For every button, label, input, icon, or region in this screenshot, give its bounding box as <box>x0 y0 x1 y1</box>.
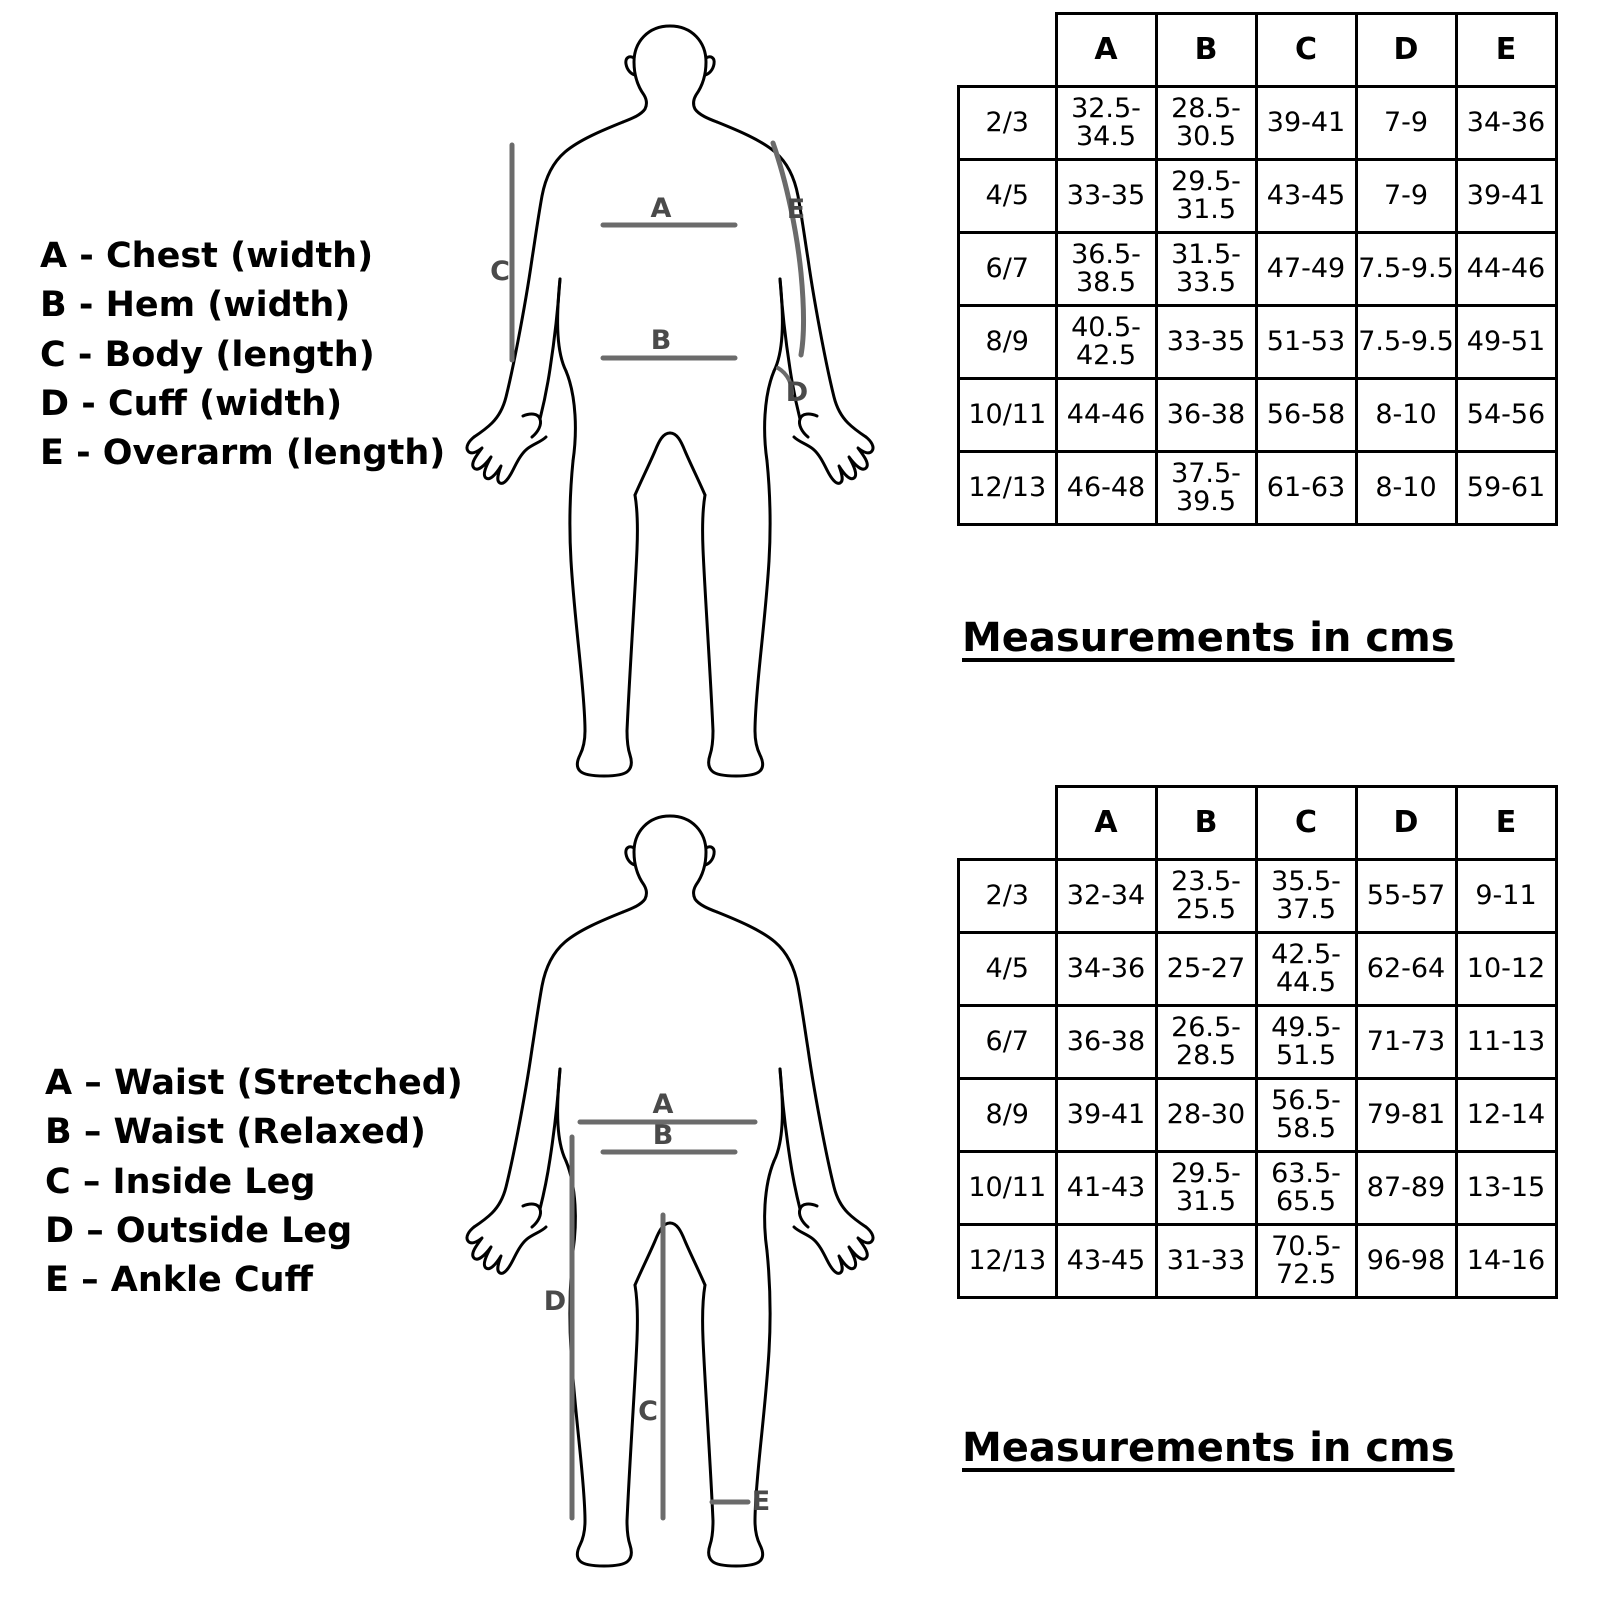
table-header-row <box>959 787 1557 860</box>
value-cell: 79-81 <box>1356 1079 1456 1152</box>
value-cell: 40.5-42.5 <box>1056 306 1156 379</box>
table-col-d: D <box>1356 787 1456 860</box>
table-row <box>959 1152 1557 1225</box>
value-cell: 55-57 <box>1356 860 1456 933</box>
size-cell: 2/3 <box>959 860 1057 933</box>
size-cell: 4/5 <box>959 933 1057 1006</box>
table-row <box>959 933 1557 1006</box>
legend-item-cuff: D - Cuff (width) <box>40 383 343 424</box>
table-row <box>959 1225 1557 1298</box>
table-col-e: E <box>1456 14 1556 87</box>
size-cell: 8/9 <box>959 1079 1057 1152</box>
table-col-e: E <box>1456 787 1556 860</box>
top-caption: Measurements in cms <box>962 615 1455 661</box>
figure-label-d: D <box>543 1286 567 1317</box>
value-cell: 34-36 <box>1056 933 1156 1006</box>
top-legend <box>40 233 445 479</box>
legend-item-hem: B - Hem (width) <box>40 285 351 326</box>
value-cell: 8-10 <box>1356 452 1456 525</box>
size-cell: 6/7 <box>959 1006 1057 1079</box>
legend-item-waist-relaxed: B – Waist (Relaxed) <box>45 1112 426 1153</box>
value-cell: 32-34 <box>1056 860 1156 933</box>
figure-label-a: A <box>652 1089 674 1120</box>
size-cell: 6/7 <box>959 233 1057 306</box>
figure-label-c: C <box>490 256 510 287</box>
figure-label-d: D <box>785 377 809 408</box>
value-cell: 39-41 <box>1456 160 1556 233</box>
value-cell: 13-15 <box>1456 1152 1556 1225</box>
measure-line-overarm <box>773 143 804 355</box>
size-cell: 2/3 <box>959 87 1057 160</box>
size-cell: 10/11 <box>959 379 1057 452</box>
value-cell: 7-9 <box>1356 87 1456 160</box>
top-body-figure <box>460 10 880 784</box>
value-cell: 11-13 <box>1456 1006 1556 1079</box>
value-cell: 12-14 <box>1456 1079 1556 1152</box>
value-cell: 28.5-30.5 <box>1156 87 1256 160</box>
value-cell: 49-51 <box>1456 306 1556 379</box>
value-cell: 32.5-34.5 <box>1056 87 1156 160</box>
value-cell: 7-9 <box>1356 160 1456 233</box>
value-cell: 8-10 <box>1356 379 1456 452</box>
value-cell: 44-46 <box>1056 379 1156 452</box>
value-cell: 43-45 <box>1056 1225 1156 1298</box>
table-col-b: B <box>1156 14 1256 87</box>
bottom-body-figure <box>460 800 880 1594</box>
value-cell: 96-98 <box>1356 1225 1456 1298</box>
figure-label-a: A <box>650 193 672 224</box>
value-cell: 28-30 <box>1156 1079 1256 1152</box>
legend-item-overarm: E - Overarm (length) <box>40 433 446 473</box>
value-cell: 10-12 <box>1456 933 1556 1006</box>
table-row <box>959 379 1557 452</box>
size-cell: 8/9 <box>959 306 1057 379</box>
value-cell: 49.5-51.5 <box>1256 1006 1356 1079</box>
bottom-caption: Measurements in cms <box>962 1425 1455 1471</box>
value-cell: 35.5-37.5 <box>1256 860 1356 933</box>
size-cell: 12/13 <box>959 1225 1057 1298</box>
table-row <box>959 306 1557 379</box>
value-cell: 25-27 <box>1156 933 1256 1006</box>
value-cell: 62-64 <box>1356 933 1456 1006</box>
table-corner-cell <box>959 787 1057 860</box>
legend-item-body: C - Body (length) <box>40 334 375 375</box>
value-cell: 44-46 <box>1456 233 1556 306</box>
value-cell: 36.5-38.5 <box>1056 233 1156 306</box>
value-cell: 31.5-33.5 <box>1156 233 1256 306</box>
table-col-b: B <box>1156 787 1256 860</box>
value-cell: 36-38 <box>1156 379 1256 452</box>
value-cell: 59-61 <box>1456 452 1556 525</box>
value-cell: 7.5-9.5 <box>1356 233 1456 306</box>
value-cell: 56.5-58.5 <box>1256 1079 1356 1152</box>
value-cell: 41-43 <box>1056 1152 1156 1225</box>
table-col-c: C <box>1256 14 1356 87</box>
value-cell: 33-35 <box>1056 160 1156 233</box>
table-row <box>959 160 1557 233</box>
value-cell: 42.5-44.5 <box>1256 933 1356 1006</box>
value-cell: 31-33 <box>1156 1225 1256 1298</box>
table-col-c: C <box>1256 787 1356 860</box>
value-cell: 7.5-9.5 <box>1356 306 1456 379</box>
legend-item-chest: A - Chest (width) <box>40 236 374 276</box>
figure-label-e: E <box>786 194 806 225</box>
value-cell: 29.5-31.5 <box>1156 160 1256 233</box>
legend-item-outside-leg: D – Outside Leg <box>45 1210 353 1251</box>
size-cell: 12/13 <box>959 452 1057 525</box>
value-cell: 54-56 <box>1456 379 1556 452</box>
table-row <box>959 1079 1557 1152</box>
table-row <box>959 87 1557 160</box>
value-cell: 43-45 <box>1256 160 1356 233</box>
table-col-a: A <box>1056 787 1156 860</box>
figure-label-c: C <box>638 1396 658 1427</box>
value-cell: 36-38 <box>1056 1006 1156 1079</box>
value-cell: 56-58 <box>1256 379 1356 452</box>
size-cell: 10/11 <box>959 1152 1057 1225</box>
figure-label-e: E <box>751 1486 771 1517</box>
value-cell: 70.5-72.5 <box>1256 1225 1356 1298</box>
value-cell: 63.5-65.5 <box>1256 1152 1356 1225</box>
table-row <box>959 452 1557 525</box>
table-row <box>959 233 1557 306</box>
value-cell: 26.5-28.5 <box>1156 1006 1256 1079</box>
value-cell: 23.5-25.5 <box>1156 860 1256 933</box>
bottom-legend <box>45 1060 463 1306</box>
value-cell: 61-63 <box>1256 452 1356 525</box>
table-corner-cell <box>959 14 1057 87</box>
value-cell: 39-41 <box>1056 1079 1156 1152</box>
value-cell: 87-89 <box>1356 1152 1456 1225</box>
top-size-table <box>957 12 1558 526</box>
value-cell: 14-16 <box>1456 1225 1556 1298</box>
value-cell: 71-73 <box>1356 1006 1456 1079</box>
value-cell: 34-36 <box>1456 87 1556 160</box>
value-cell: 39-41 <box>1256 87 1356 160</box>
table-col-d: D <box>1356 14 1456 87</box>
value-cell: 33-35 <box>1156 306 1256 379</box>
table-row <box>959 860 1557 933</box>
table-header-row <box>959 14 1557 87</box>
value-cell: 47-49 <box>1256 233 1356 306</box>
value-cell: 37.5-39.5 <box>1156 452 1256 525</box>
value-cell: 29.5-31.5 <box>1156 1152 1256 1225</box>
figure-label-b: B <box>650 325 672 356</box>
legend-item-inside-leg: C – Inside Leg <box>45 1161 316 1202</box>
value-cell: 9-11 <box>1456 860 1556 933</box>
legend-item-waist-stretched: A – Waist (Stretched) <box>45 1063 463 1103</box>
size-cell: 4/5 <box>959 160 1057 233</box>
value-cell: 51-53 <box>1256 306 1356 379</box>
bottom-size-table <box>957 785 1558 1299</box>
table-col-a: A <box>1056 14 1156 87</box>
legend-item-ankle-cuff: E – Ankle Cuff <box>45 1260 313 1300</box>
value-cell: 46-48 <box>1056 452 1156 525</box>
table-row <box>959 1006 1557 1079</box>
figure-label-b: B <box>652 1120 674 1151</box>
